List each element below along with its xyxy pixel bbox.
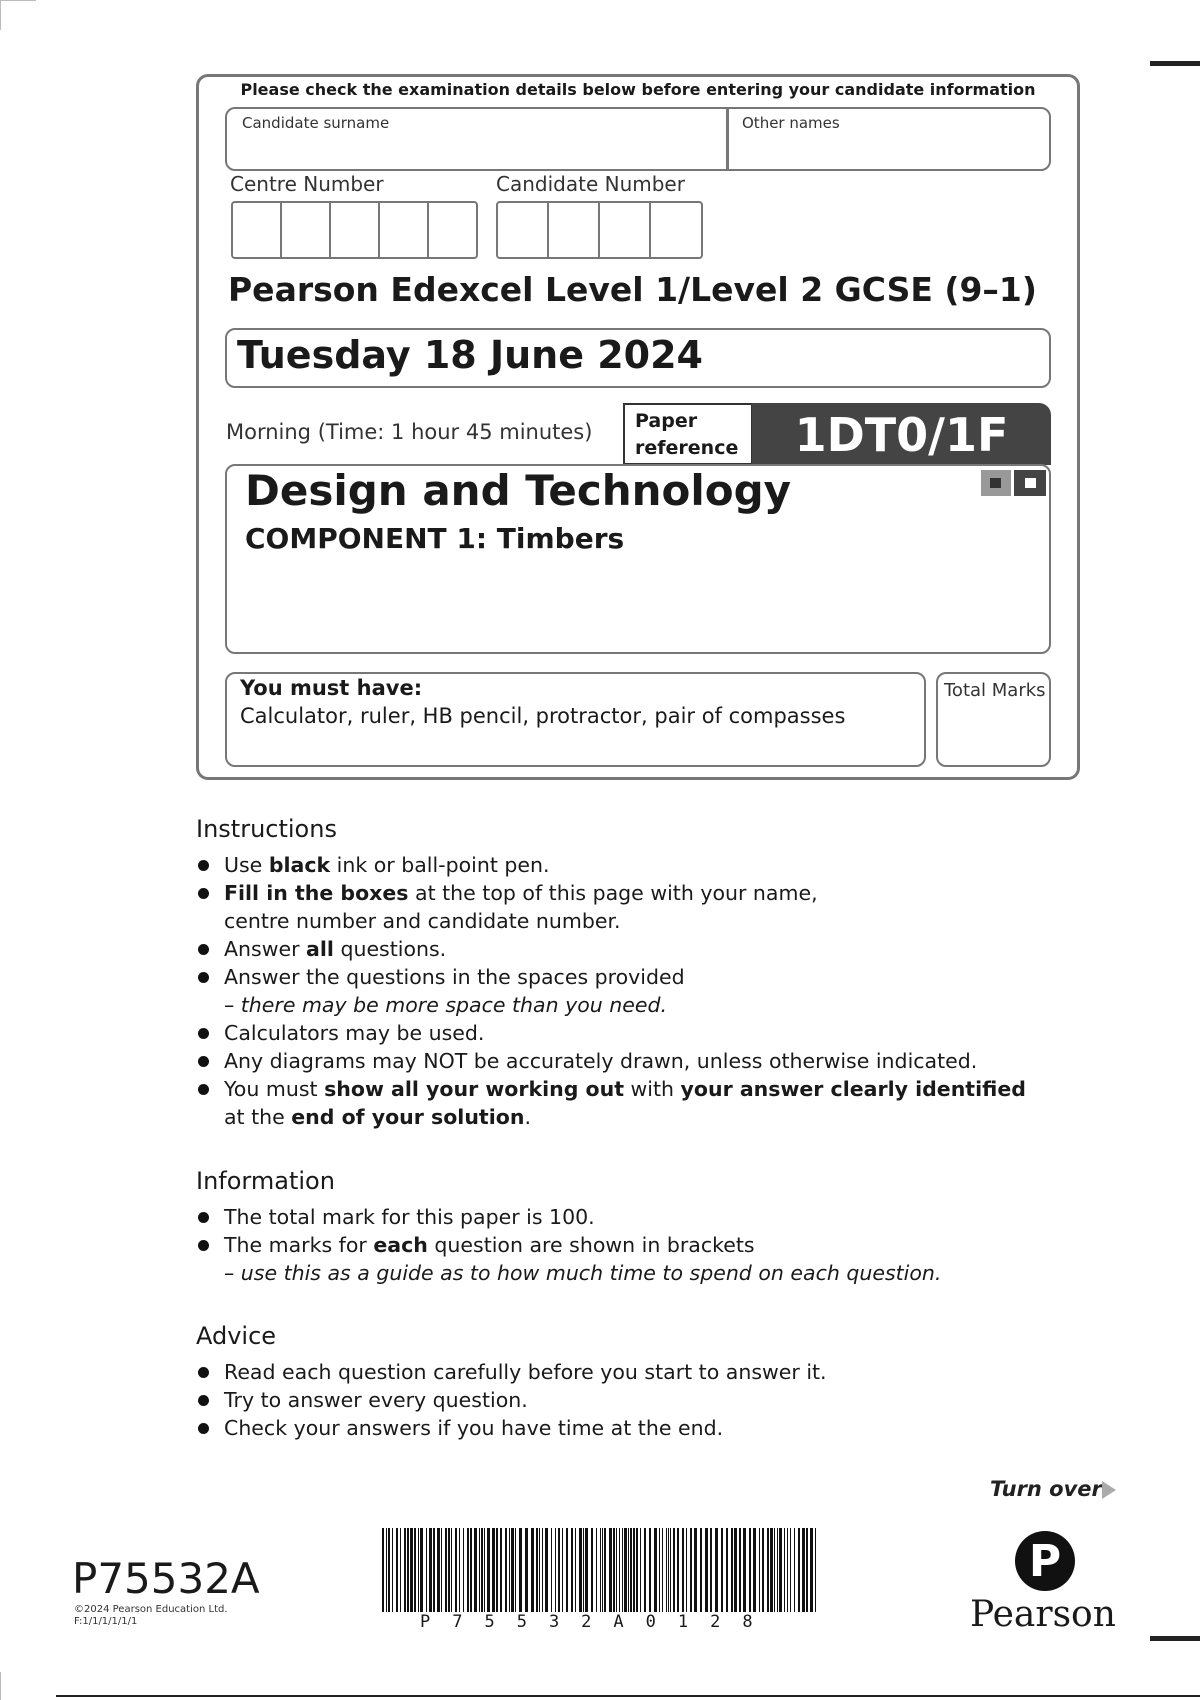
paper-reference-label-line2: reference <box>635 437 739 459</box>
paper-reference-label <box>623 403 753 465</box>
registration-bar <box>1150 1636 1200 1641</box>
total-marks-label: Total Marks <box>944 680 1046 701</box>
copyright-notice: ©2024 Pearson Education Ltd. F:1/1/1/1/1/1 <box>74 1604 228 1627</box>
list-item: Try to answer every question. <box>196 1386 1096 1414</box>
digit-box[interactable] <box>549 203 600 257</box>
list-item: Read each question carefully before you start to answer it. <box>196 1358 1096 1386</box>
advice-heading: Advice <box>196 1322 277 1350</box>
qualification-title: Pearson Edexcel Level 1/Level 2 GCSE (9–1) <box>228 270 1037 309</box>
marker-square-icon <box>981 470 1011 496</box>
component-title: COMPONENT 1: Timbers <box>245 522 625 555</box>
information-section <box>196 1167 1096 1287</box>
centre-number-label: Centre Number <box>230 172 384 196</box>
barcode-icon <box>382 1528 818 1616</box>
other-names-field[interactable]: Other names <box>742 114 840 132</box>
check-details-text: Please check the examination details below before entering your candidate information <box>240 80 1036 99</box>
list-item: Answer the questions in the spaces provided – there may be more space than you need. <box>196 963 1096 1019</box>
candidate-surname-field[interactable]: Candidate surname <box>242 114 390 132</box>
candidate-number-boxes[interactable] <box>496 201 703 259</box>
instructions-section <box>196 815 1096 1131</box>
list-item: Any diagrams may NOT be accurately drawn, unless otherwise indicated. <box>196 1047 1096 1075</box>
digit-box[interactable] <box>233 203 282 257</box>
exam-session: Morning (Time: 1 hour 45 minutes) <box>226 420 593 444</box>
you-must-have-label: You must have: <box>240 676 423 700</box>
digit-box[interactable] <box>331 203 380 257</box>
barcode-number: P75532A0128 <box>420 1612 775 1632</box>
digit-box[interactable] <box>282 203 331 257</box>
list-item: You must show all your working out with your answer clearly identified at the end of your solution. <box>196 1075 1096 1131</box>
centre-number-boxes[interactable] <box>231 201 478 259</box>
paper-code: P75532A <box>72 1554 260 1603</box>
publisher-name: Pearson <box>970 1594 1116 1635</box>
paper-reference-label-line1: Paper <box>635 410 698 432</box>
name-divider <box>726 109 729 169</box>
pearson-logo-letter: P <box>1028 1536 1062 1587</box>
crop-mark <box>0 0 36 1</box>
bottom-rule <box>56 1695 1200 1697</box>
digit-box[interactable] <box>429 203 475 257</box>
digit-box[interactable] <box>498 203 549 257</box>
crop-mark <box>0 1672 1 1700</box>
subject-title: Design and Technology <box>245 466 792 515</box>
instructions-heading: Instructions <box>196 815 337 843</box>
list-item: Use black ink or ball-point pen. <box>196 851 1096 879</box>
crop-mark <box>0 0 1 30</box>
digit-box[interactable] <box>600 203 651 257</box>
arrow-right-icon <box>1102 1481 1116 1499</box>
information-heading: Information <box>196 1167 335 1195</box>
registration-bar <box>1150 61 1200 66</box>
exam-date: Tuesday 18 June 2024 <box>237 333 703 377</box>
marker-square-icon <box>1014 470 1046 496</box>
candidate-number-label: Candidate Number <box>496 172 685 196</box>
advice-section <box>196 1322 1096 1442</box>
digit-box[interactable] <box>651 203 700 257</box>
list-item: Fill in the boxes at the top of this page with your name, centre number and candidate number. <box>196 879 1096 935</box>
list-item: The marks for each question are shown in brackets – use this as a guide as to how much time to spend on each question. <box>196 1231 1096 1287</box>
turn-over-text: Turn over <box>990 1477 1102 1501</box>
list-item: Check your answers if you have time at the end. <box>196 1414 1096 1442</box>
list-item: Answer all questions. <box>196 935 1096 963</box>
list-item: Calculators may be used. <box>196 1019 1096 1047</box>
digit-box[interactable] <box>380 203 429 257</box>
paper-reference-code: 1DT0/1F <box>752 403 1051 465</box>
list-item: The total mark for this paper is 100. <box>196 1203 1096 1231</box>
you-must-have-items: Calculator, ruler, HB pencil, protractor, pair of compasses <box>240 704 846 728</box>
